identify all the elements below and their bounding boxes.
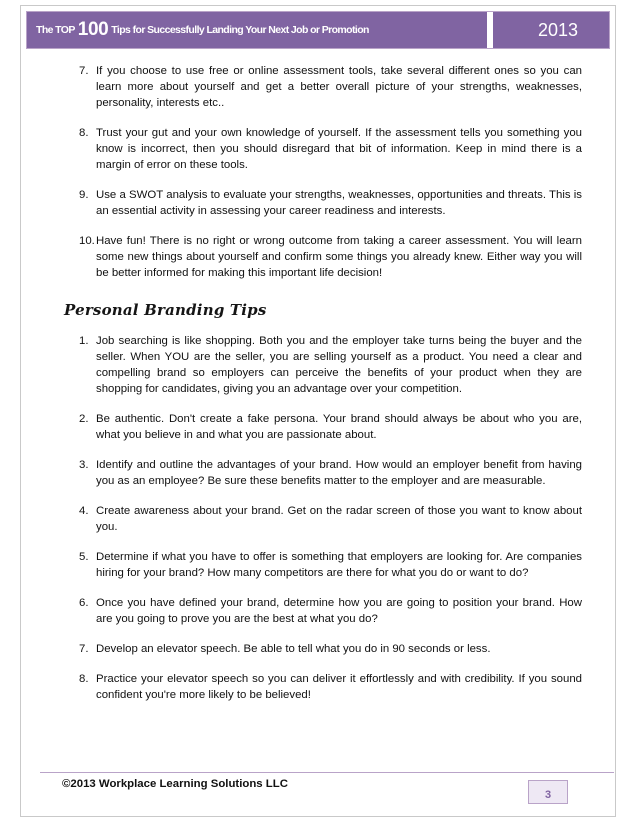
item-number: 10. — [79, 235, 95, 247]
list-item — [0, 63, 582, 111]
list-item — [0, 641, 582, 657]
header-title — [27, 12, 487, 48]
list-item — [0, 549, 582, 581]
assessment-list — [0, 63, 638, 281]
item-number: 8. — [79, 673, 89, 685]
list-item — [0, 187, 582, 219]
item-text: Be authentic. Don't create a fake persona. Your brand should always be about who you are, what you believe in and what you are passionate about. — [96, 413, 582, 441]
header-suffix: Tips for Successfully Landing Your Next Job or Promotion — [111, 24, 369, 36]
item-text: Create awareness about your brand. Get on the radar screen of those you want to know about you. — [96, 505, 582, 533]
list-item — [0, 595, 582, 627]
item-text: If you choose to use free or online assessment tools, take several different ones so you can learn more about yourself and get a better overall picture of your strengths, weaknesses, personality, interests etc.. — [96, 65, 582, 109]
item-text: Identify and outline the advantages of your brand. How would an employer benefit from having you as an employee? Be sure these benefits matter to the employer and are measurable. — [96, 459, 582, 487]
item-number: 2. — [79, 413, 89, 425]
item-number: 7. — [79, 65, 89, 77]
item-text: Use a SWOT analysis to evaluate your strengths, weaknesses, opportunities and threats. This is an essential activity in assessing your career readiness and interests. — [96, 189, 582, 217]
item-text: Once you have defined your brand, determine how you are going to position your brand. How are you going to prove you are the best at what you do? — [96, 597, 582, 625]
page-number: 3 — [528, 780, 568, 804]
list-item — [0, 503, 582, 535]
item-number: 9. — [79, 189, 89, 201]
item-number: 4. — [79, 505, 89, 517]
footer-divider — [40, 772, 614, 773]
item-number: 3. — [79, 459, 89, 471]
item-text: Job searching is like shopping. Both you and the employer take turns being the buyer and the seller. When YOU are the seller, you are selling yourself as a product. You need a clear and compelling brand so employers can perceive the benefits of your product when they are shopping for candidates, giving you an advantage over your competition. — [96, 335, 582, 395]
list-item — [0, 411, 582, 443]
list-item — [0, 457, 582, 489]
list-item — [0, 333, 582, 397]
list-item — [0, 233, 582, 281]
item-number: 7. — [79, 643, 89, 655]
page-header — [26, 11, 610, 49]
item-text: Practice your elevator speech so you can deliver it effortlessly and with credibility. If you sound confident you're more likely to be believed! — [96, 673, 582, 701]
header-prefix: The TOP — [36, 24, 75, 36]
item-number: 5. — [79, 551, 89, 563]
section-heading: Personal Branding Tips — [64, 301, 267, 319]
header-number: 100 — [77, 19, 109, 40]
branding-list — [0, 333, 638, 703]
header-year: 2013 — [493, 12, 609, 48]
item-text: Determine if what you have to offer is something that employers are looking for. Are companies hiring for your brand? How many competitors are there for what you do or want to do? — [96, 551, 582, 579]
list-item — [0, 125, 582, 173]
list-item — [0, 671, 582, 703]
item-number: 6. — [79, 597, 89, 609]
item-number: 1. — [79, 335, 89, 347]
item-text: Develop an elevator speech. Be able to tell what you do in 90 seconds or less. — [96, 643, 491, 655]
item-text: Have fun! There is no right or wrong outcome from taking a career assessment. You will learn some new things about yourself and confirm some things you already knew. Either way you will be better informed for making this important life decision! — [96, 235, 582, 279]
item-text: Trust your gut and your own knowledge of yourself. If the assessment tells you something you know is incorrect, then you should disregard that bit of information. Keep in mind there is a margin of error on these tools. — [96, 127, 582, 171]
footer-copyright: ©2013 Workplace Learning Solutions LLC — [62, 778, 288, 790]
item-number: 8. — [79, 127, 89, 139]
